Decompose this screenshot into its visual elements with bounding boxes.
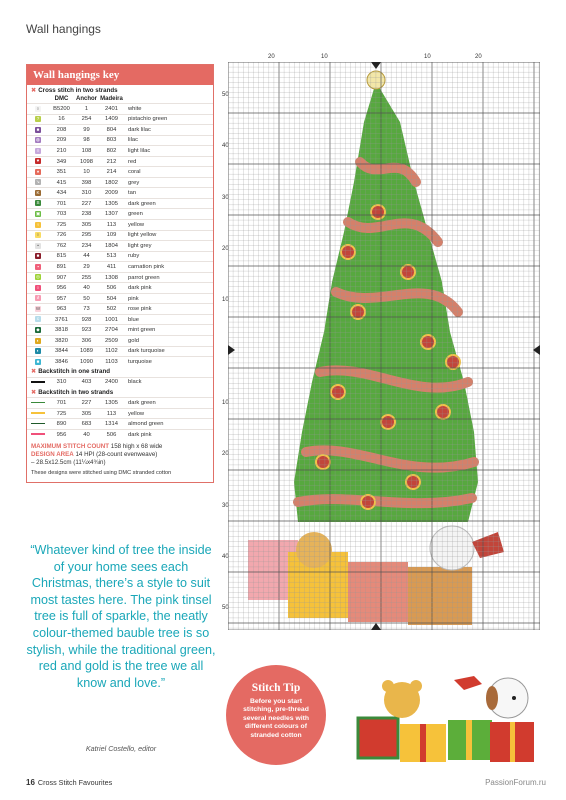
key-row	[27, 251, 213, 262]
colour-name-cell: dark pink	[124, 283, 213, 294]
dmc-cell: 890	[49, 419, 74, 430]
colour-name-cell: light grey	[124, 241, 213, 252]
colour-name-cell: turquoise	[124, 357, 213, 367]
key-row	[27, 336, 213, 347]
symbol-cell	[27, 346, 49, 357]
symbol-icon: ∂	[36, 295, 40, 301]
key-row	[27, 419, 213, 430]
anchor-cell: 306	[74, 336, 99, 347]
colour-name-cell: gold	[124, 336, 213, 347]
side-number: 30	[222, 503, 229, 509]
bauble	[401, 265, 415, 279]
stitch-meta: MAXIMUM STITCH COUNT 158 high x 68 wide DESIGN AREA 14 HPI (28-count evenweave) – 28.5x12.5cm (11¼x4¾in)	[31, 443, 163, 467]
side-number: 50	[222, 605, 229, 611]
dmc-cell: 310	[49, 377, 74, 387]
top-number: 20	[268, 54, 275, 60]
dmc-cell: 762	[49, 241, 74, 252]
key-row	[27, 272, 213, 283]
backstitch-line-icon	[31, 423, 45, 425]
dmc-cell: 726	[49, 230, 74, 241]
colour-name-cell: yellow	[124, 408, 213, 419]
madeira-cell: 504	[99, 293, 124, 304]
dmc-cell: 210	[49, 146, 74, 157]
symbol-cell	[27, 177, 49, 188]
symbol-cell	[27, 220, 49, 231]
key-panel	[26, 64, 214, 483]
madeira-cell: 506	[99, 283, 124, 294]
symbol-cell	[27, 241, 49, 252]
dmc-cell: 3818	[49, 325, 74, 336]
key-row	[27, 357, 213, 367]
symbol-icon: W	[35, 305, 41, 311]
cross-stitch-chart	[222, 54, 540, 630]
madeira-cell: 803	[99, 135, 124, 146]
colour-name-cell: lilac	[124, 135, 213, 146]
symbol-icon: ■	[36, 358, 40, 364]
key-row	[27, 230, 213, 241]
anchor-cell: 234	[74, 241, 99, 252]
key-row	[27, 325, 213, 336]
symbol-icon: c	[36, 316, 40, 322]
teddy-bear	[296, 532, 332, 568]
anchor-cell: 40	[74, 283, 99, 294]
madeira-cell: 2400	[99, 377, 124, 387]
symbol-icon: ◐	[36, 337, 40, 343]
symbol-cell	[27, 304, 49, 315]
anchor-cell: 98	[74, 135, 99, 146]
symbol-icon: ◎	[36, 274, 40, 280]
symbol-cell	[27, 314, 49, 325]
page-footer	[26, 778, 112, 787]
dmc-cell: 16	[49, 114, 74, 125]
symbol-cell	[27, 114, 49, 125]
madeira-cell: 1307	[99, 209, 124, 220]
colour-name-cell: tan	[124, 188, 213, 199]
dmc-cell: 415	[49, 177, 74, 188]
symbol-icon: ◐	[36, 348, 40, 354]
key-row	[27, 177, 213, 188]
madeira-cell: 502	[99, 304, 124, 315]
anchor-cell: 1090	[74, 357, 99, 367]
bauble	[316, 455, 330, 469]
symbol-cell	[27, 125, 49, 136]
anchor-cell: 1	[74, 104, 99, 115]
dmc-cell: 956	[49, 283, 74, 294]
tip-title: Stitch Tip	[251, 682, 301, 694]
madeira-cell: 411	[99, 262, 124, 273]
symbol-cell	[27, 209, 49, 220]
key-row	[27, 146, 213, 157]
dmc-cell: 349	[49, 156, 74, 167]
dmc-cell: 957	[49, 293, 74, 304]
colour-name-cell: ruby	[124, 251, 213, 262]
dmc-cell: 3844	[49, 346, 74, 357]
colour-name-cell: almond green	[124, 419, 213, 430]
madeira-cell: 109	[99, 230, 124, 241]
symbol-icon: K	[36, 189, 40, 195]
dmc-cell: 3846	[49, 357, 74, 367]
dmc-cell: B5200	[49, 104, 74, 115]
colour-name-cell: pistachio green	[124, 114, 213, 125]
anchor-cell: 255	[74, 272, 99, 283]
madeira-cell: 214	[99, 167, 124, 178]
dmc-cell: 725	[49, 220, 74, 231]
colour-name-cell: light lilac	[124, 146, 213, 157]
cross-icon: ✖	[31, 86, 37, 94]
cross-icon: ✖	[31, 368, 37, 376]
key-row	[27, 408, 213, 419]
key-row	[27, 283, 213, 294]
bauble	[371, 205, 385, 219]
side-number: 30	[222, 195, 229, 201]
bauble	[446, 355, 460, 369]
colour-name-cell: light yellow	[124, 230, 213, 241]
section-title: Wall hangings	[26, 22, 101, 36]
top-number: 20	[475, 54, 482, 60]
anchor-cell: 403	[74, 377, 99, 387]
cross-table	[27, 95, 213, 367]
colour-name-cell: white	[124, 104, 213, 115]
top-number: 10	[321, 54, 328, 60]
madeira-cell: 802	[99, 146, 124, 157]
key-row	[27, 429, 213, 439]
symbol-icon: ■	[36, 253, 40, 259]
dmc-cell: 208	[49, 125, 74, 136]
dmc-cell: 703	[49, 209, 74, 220]
madeira-cell: 1314	[99, 419, 124, 430]
symbol-cell	[27, 293, 49, 304]
dmc-cell: 725	[49, 408, 74, 419]
key-row	[27, 167, 213, 178]
colour-name-cell: red	[124, 156, 213, 167]
key-row	[27, 114, 213, 125]
symbol-icon: ♀	[36, 221, 40, 227]
thread-note: These designs were stitched using DMC stranded cotton	[31, 470, 172, 477]
symbol-cell	[27, 167, 49, 178]
madeira-cell: 1001	[99, 314, 124, 325]
bauble	[361, 495, 375, 509]
anchor-cell: 305	[74, 220, 99, 231]
madeira-cell: 1305	[99, 198, 124, 209]
anchor-cell: 108	[74, 146, 99, 157]
symbol-cell	[27, 230, 49, 241]
dmc-cell: 956	[49, 429, 74, 439]
madeira-cell: 506	[99, 429, 124, 439]
symbol-cell	[27, 156, 49, 167]
puppy	[430, 526, 474, 570]
symbol-icon: ◆	[36, 326, 40, 332]
back2-table	[27, 397, 213, 439]
cross-heading: ✖ Cross stitch in two strands	[31, 86, 118, 94]
key-row	[27, 104, 213, 115]
colour-name-cell: pink	[124, 293, 213, 304]
anchor-cell: 44	[74, 251, 99, 262]
anchor-cell: 238	[74, 209, 99, 220]
symbol-icon: ▪	[35, 264, 41, 270]
madeira-cell: 113	[99, 408, 124, 419]
side-number: 10	[222, 400, 229, 406]
side-number: 20	[222, 451, 229, 457]
anchor-cell: 398	[74, 177, 99, 188]
symbol-cell	[27, 408, 49, 419]
page-number: 16	[26, 778, 35, 787]
dmc-cell: 3761	[49, 314, 74, 325]
bauble	[421, 335, 435, 349]
bauble	[381, 415, 395, 429]
key-row	[27, 377, 213, 387]
side-number: 40	[222, 554, 229, 560]
colour-name-cell: dark lilac	[124, 125, 213, 136]
colour-name-cell: dark pink	[124, 429, 213, 439]
symbol-cell	[27, 272, 49, 283]
symbol-cell	[27, 135, 49, 146]
present-coral	[348, 562, 408, 622]
symbol-cell	[27, 283, 49, 294]
symbol-icon: ○	[36, 232, 40, 238]
key-row	[27, 209, 213, 220]
symbol-cell	[27, 377, 49, 387]
key-row	[27, 398, 213, 409]
symbol-icon: ♥	[36, 158, 40, 164]
symbol-icon: S	[36, 200, 40, 206]
key-row	[27, 304, 213, 315]
editor-quote: “Whatever kind of tree the inside of your home sees each Christmas, there’s a style to suit most tastes here. The pink tinsel tree is full of sparkle, the neatly colour-themed bauble tree is so stylish, while the traditional green, red and gold is the tree we all know and love.”	[26, 543, 216, 690]
key-row	[27, 241, 213, 252]
anchor-cell: 1089	[74, 346, 99, 357]
symbol-cell	[27, 198, 49, 209]
dmc-cell: 209	[49, 135, 74, 146]
symbol-icon: ■	[36, 126, 40, 132]
madeira-cell: 1103	[99, 357, 124, 367]
dmc-cell: 701	[49, 198, 74, 209]
stitch-tip-badge	[226, 665, 326, 765]
symbol-cell	[27, 429, 49, 439]
anchor-cell: 40	[74, 429, 99, 439]
anchor-cell: 1098	[74, 156, 99, 167]
colour-name-cell: parrot green	[124, 272, 213, 283]
top-number: 10	[424, 54, 431, 60]
madeira-cell: 1102	[99, 346, 124, 357]
madeira-cell: 2009	[99, 188, 124, 199]
anchor-cell: 73	[74, 304, 99, 315]
backstitch-line-icon	[31, 433, 45, 435]
key-row	[27, 314, 213, 325]
madeira-cell: 804	[99, 125, 124, 136]
colour-name-cell: blue	[124, 314, 213, 325]
madeira-cell: 113	[99, 220, 124, 231]
colour-name-cell: green	[124, 209, 213, 220]
dmc-cell: 907	[49, 272, 74, 283]
magazine-name: Cross Stitch Favourites	[37, 778, 113, 787]
madeira-cell: 2509	[99, 336, 124, 347]
bauble	[341, 245, 355, 259]
dmc-cell: 815	[49, 251, 74, 262]
colour-name-cell: yellow	[124, 220, 213, 231]
col-dmc: DMC	[54, 96, 69, 102]
key-row	[27, 135, 213, 146]
colour-name-cell: coral	[124, 167, 213, 178]
anchor-cell: 254	[74, 114, 99, 125]
backstitch-line-icon	[31, 412, 45, 414]
dmc-cell: 434	[49, 188, 74, 199]
cross-icon: ✖	[31, 388, 37, 396]
key-row	[27, 346, 213, 357]
colour-name-cell: grey	[124, 177, 213, 188]
madeira-cell: 513	[99, 251, 124, 262]
symbol-cell	[27, 188, 49, 199]
symbol-cell	[27, 357, 49, 367]
symbol-cell	[27, 104, 49, 115]
symbol-icon: ○	[36, 105, 40, 111]
symbol-cell	[27, 325, 49, 336]
key-row	[27, 156, 213, 167]
madeira-cell: 1409	[99, 114, 124, 125]
anchor-cell: 928	[74, 314, 99, 325]
colour-name-cell: carnation pink	[124, 262, 213, 273]
anchor-cell: 10	[74, 167, 99, 178]
madeira-cell: 1804	[99, 241, 124, 252]
bauble	[406, 475, 420, 489]
symbol-icon: ○	[36, 284, 40, 290]
key-row	[27, 220, 213, 231]
key-row	[27, 125, 213, 136]
symbol-icon: •	[35, 243, 41, 249]
watermark: PassionForum.ru	[485, 778, 546, 787]
dmc-cell: 701	[49, 398, 74, 409]
madeira-cell: 1802	[99, 177, 124, 188]
backstitch-line-icon	[31, 402, 45, 404]
key-row	[27, 198, 213, 209]
symbol-cell	[27, 251, 49, 262]
quote-credit: Katriel Costello, editor	[85, 744, 157, 753]
madeira-cell: 2704	[99, 325, 124, 336]
symbol-icon: ?	[36, 116, 40, 122]
dmc-cell: 3820	[49, 336, 74, 347]
col-anchor: Anchor	[76, 96, 97, 102]
symbol-icon: ▣	[35, 210, 41, 216]
side-number: 20	[222, 246, 229, 252]
anchor-cell: 227	[74, 398, 99, 409]
colour-name-cell: dark green	[124, 198, 213, 209]
key-title: Wall hangings key	[27, 65, 213, 85]
col-madeira: Madeira	[100, 96, 123, 102]
key-row	[27, 262, 213, 273]
dmc-cell: 351	[49, 167, 74, 178]
colour-name-cell: dark turquoise	[124, 346, 213, 357]
madeira-cell: 2401	[99, 104, 124, 115]
symbol-icon: ↘	[36, 179, 40, 185]
symbol-cell	[27, 419, 49, 430]
back2-heading: ✖ Backstitch in two strands	[31, 388, 114, 396]
colour-name-cell: dark green	[124, 398, 213, 409]
madeira-cell: 1308	[99, 272, 124, 283]
tip-text: Before you start stitching, pre-thread several needles with different colours of stranded cotton	[242, 698, 310, 739]
present-gold	[408, 567, 472, 625]
key-row	[27, 293, 213, 304]
back1-table	[27, 377, 213, 388]
anchor-cell: 310	[74, 188, 99, 199]
madeira-cell: 212	[99, 156, 124, 167]
symbol-icon: ♦	[36, 168, 40, 174]
symbol-cell	[27, 146, 49, 157]
backstitch-line-icon	[31, 381, 45, 383]
colour-name-cell: rose pink	[124, 304, 213, 315]
bauble	[331, 385, 345, 399]
anchor-cell: 227	[74, 198, 99, 209]
anchor-cell: 923	[74, 325, 99, 336]
dmc-cell: 891	[49, 262, 74, 273]
anchor-cell: 305	[74, 408, 99, 419]
stitched-preview-image	[350, 672, 546, 768]
madeira-cell: 1305	[99, 398, 124, 409]
symbol-cell	[27, 398, 49, 409]
side-number: 50	[222, 92, 229, 98]
key-row	[27, 188, 213, 199]
bauble	[436, 405, 450, 419]
anchor-cell: 99	[74, 125, 99, 136]
back1-heading: ✖ Backstitch in one strand	[31, 368, 111, 376]
symbol-cell	[27, 336, 49, 347]
colour-name-cell: black	[124, 377, 213, 387]
anchor-cell: 683	[74, 419, 99, 430]
symbol-icon: ◊	[36, 147, 40, 153]
anchor-cell: 295	[74, 230, 99, 241]
side-number: 10	[222, 297, 229, 303]
colour-name-cell: mint green	[124, 325, 213, 336]
symbol-icon: ◍	[36, 137, 40, 143]
anchor-cell: 29	[74, 262, 99, 273]
chart-grid	[228, 62, 540, 630]
symbol-cell	[27, 262, 49, 273]
anchor-cell: 50	[74, 293, 99, 304]
side-number: 40	[222, 143, 229, 149]
dmc-cell: 963	[49, 304, 74, 315]
